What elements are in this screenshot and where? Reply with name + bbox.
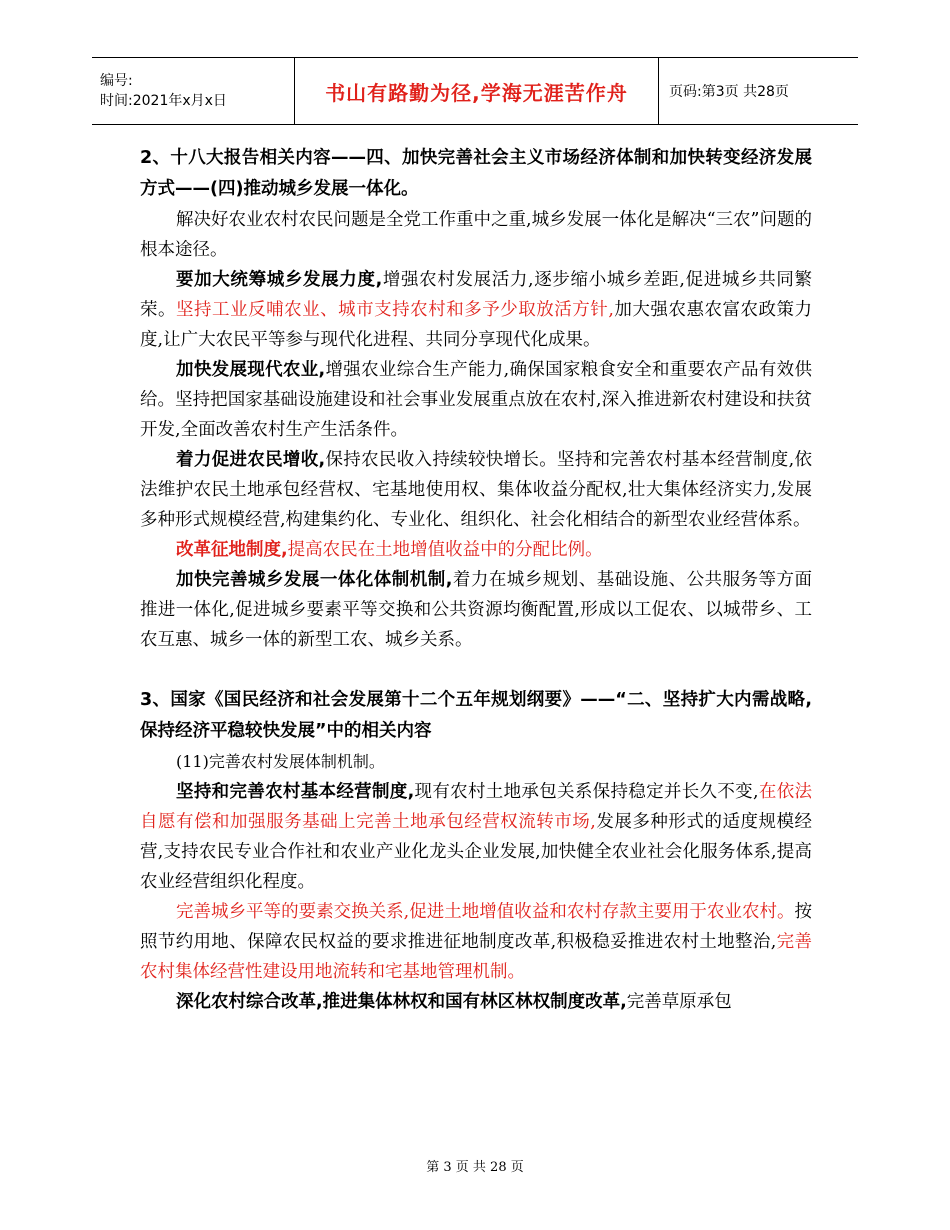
emphasis-text: 着力促进农民增收, [176, 450, 326, 470]
highlight-text: 坚持工业反哺农业、城市支持农村和多予少取放活方针, [176, 300, 614, 320]
page-header [92, 57, 858, 125]
body-text: 发展多种形式的适度规模经营,支持农民专业合作社和农业产业化龙头企业发展,加快健全农业社会化服务体系,提高农业经营组织化程度。 [140, 812, 813, 892]
section-2-paragraph-5 [140, 535, 812, 565]
page-number-label: 页码:第3页 共28页 [669, 84, 789, 100]
body-text: 加大强农惠农富农政策力度,让广大农民平等参与现代化进程、共同分享现代化成果。 [140, 300, 813, 350]
body-text: 增强农村发展活力,逐步缩小城乡差距,促进城乡共同繁荣。 [140, 270, 812, 320]
header-meta [92, 58, 294, 124]
section-3-paragraph-1: (11)完善农村发展体制机制。 [176, 752, 385, 771]
body-text: 着力在城乡规划、基础设施、公共服务等方面推进一体化,促进城乡要素平等交换和公共资源均衡配置,形成以工促农、以城带乡、工农互惠、城乡一体的新型工农、城乡关系。 [140, 570, 812, 650]
header-motto-cell [294, 58, 659, 124]
section-3-paragraph-3 [140, 897, 812, 987]
highlight-text: 在依法自愿有偿和加强服务基础上完善土地承包经营权流转市场, [140, 782, 813, 832]
section-2-paragraph-1: 解决好农业农村农民问题是全党工作重中之重,城乡发展一体化是解决“三农”问题的根本途径。 [140, 210, 813, 260]
section-2-paragraph-4 [140, 445, 812, 535]
document-body [140, 143, 812, 1017]
section-2-heading: 2、十八大报告相关内容——四、加快完善社会主义市场经济体制和加快转变经济发展方式——(四)推动城乡发展一体化。 [140, 148, 812, 199]
body-text: 保持农民收入持续较快增长。坚持和完善农村基本经营制度,依法维护农民土地承包经营权、宅基地使用权、集体收益分配权,壮大集体经济实力,发展多种形式规模经营,构建集约化、专业化、组织化、社会化相结合的新型农业经营体系。 [140, 450, 812, 530]
highlight-text: 提高农民在土地增值收益中的分配比例。 [287, 540, 603, 560]
emphasis-text: 要加大统筹城乡发展力度, [176, 270, 383, 290]
section-2-paragraph-2 [140, 265, 812, 355]
section-3-heading: 3、国家《国民经济和社会发展第十二个五年规划纲要》——“二、坚持扩大内需战略,保持经济平稳较快发展”中的相关内容 [140, 690, 812, 741]
section-3-paragraph-4 [140, 987, 812, 1017]
number-label: 编号: [100, 73, 133, 89]
header-page-cell [659, 58, 858, 124]
page-footer [0, 1156, 950, 1175]
body-text: 增强农业综合生产能力,确保国家粮食安全和重要农产品有效供给。坚持把国家基础设施建设和社会事业发展重点放在农村,深入推进新农村建设和扶贫开发,全面改善农村生产生活条件。 [140, 360, 812, 440]
body-text: 按照节约用地、保障农民权益的要求推进征地制度改革,积极稳妥推进农村土地整治, [140, 902, 812, 952]
body-text: 现有农村土地承包关系保持稳定并长久不变, [414, 782, 759, 802]
footer-page-number: 第 3 页 共 28 页 [426, 1160, 524, 1175]
emphasis-highlight-text: 改革征地制度, [176, 540, 288, 560]
emphasis-text: 加快发展现代农业, [176, 360, 326, 380]
emphasis-text: 坚持和完善农村基本经营制度, [176, 782, 415, 802]
emphasis-text: 深化农村综合改革,推进集体林权和国有林区林权制度改革, [176, 992, 627, 1012]
body-text: 完善草原承包 [626, 992, 732, 1012]
section-3-paragraph-2 [140, 777, 812, 897]
section-gap [140, 655, 812, 685]
emphasis-text: 加快完善城乡发展一体化体制机制, [176, 570, 453, 590]
section-2-paragraph-3 [140, 355, 812, 445]
highlight-text: 完善城乡平等的要素交换关系,促进土地增值收益和农村存款主要用于农业农村。 [176, 902, 795, 922]
time-label: 时间:2021年x月x日 [100, 93, 227, 109]
section-2-paragraph-6 [140, 565, 812, 655]
highlight-text: 完善农村集体经营性建设用地流转和宅基地管理机制。 [140, 932, 813, 982]
motto-text: 书山有路勤为径,学海无涯苦作舟 [325, 80, 628, 105]
